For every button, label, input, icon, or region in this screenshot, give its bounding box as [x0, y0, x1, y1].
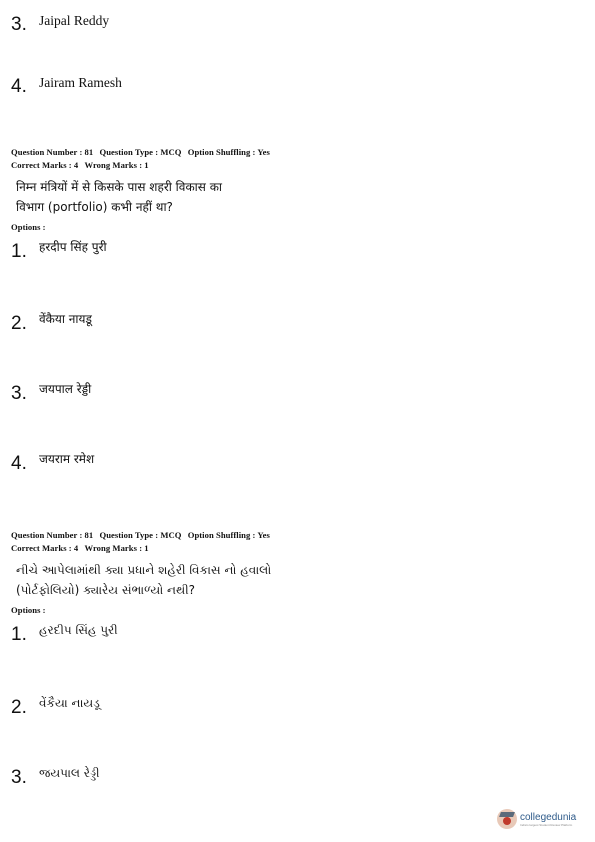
option-number: 4. — [11, 76, 27, 97]
logo-name: collegedunia — [520, 811, 577, 823]
hindi-option-3 — [11, 383, 91, 405]
gujarati-option-3 — [11, 767, 100, 789]
hindi-option-2 — [11, 313, 92, 335]
option-shuffling: Option Shuffling : Yes — [187, 530, 270, 540]
wrong-marks: Wrong Marks : 1 — [84, 543, 149, 553]
option-number: 3. — [11, 767, 27, 788]
question-text-line-1: નીચે આપેલામાંથી ક્યા પ્રધાને શહેરી વિકાસ નો હવાલો — [16, 563, 272, 577]
question-text-line-2: (પોર્ટફોલિયો) ક્યારેય સંભાળ્યો નથી? — [16, 583, 196, 597]
option-shuffling: Option Shuffling : Yes — [187, 147, 270, 157]
prev-option-3 — [11, 14, 109, 36]
question-meta-line-2 — [11, 542, 149, 555]
question-meta-line-2 — [11, 159, 149, 172]
hindi-option-4 — [11, 453, 94, 475]
question-type: Question Type : MCQ — [99, 530, 182, 540]
correct-marks: Correct Marks : 4 — [11, 160, 79, 170]
option-text: Jaipal Reddy — [39, 13, 110, 28]
question-text-line-2: विभाग (portfolio) कभी नहीं था? — [16, 200, 173, 214]
option-text: હરદીપ સિંહ પુરી — [39, 623, 118, 637]
option-text: જયપાલ રેડ્ડી — [39, 766, 100, 780]
option-text: जयपाल रेड्डी — [39, 382, 92, 396]
option-text: जयराम रमेश — [39, 452, 95, 466]
graduation-cap-icon — [497, 809, 517, 829]
option-number: 3. — [11, 383, 27, 404]
question-text-line-1: निम्न मंत्रियों में से किसके पास शहरी विकास का — [16, 180, 223, 194]
option-number: 3. — [11, 14, 27, 35]
option-text: वेंकैया नायडू — [39, 312, 92, 326]
logo-tagline: India's largest Student Review Platform — [520, 822, 573, 827]
options-label: Options : — [11, 222, 46, 232]
option-text: Jairam Ramesh — [39, 75, 122, 90]
gujarati-option-1 — [11, 624, 118, 646]
option-number: 1. — [11, 241, 27, 262]
question-meta-line-1 — [11, 529, 270, 542]
option-number: 2. — [11, 697, 27, 718]
gujarati-option-2 — [11, 697, 100, 719]
option-text: વેંકૈયા નાયડૂ — [39, 696, 100, 710]
option-number: 2. — [11, 313, 27, 334]
options-label: Options : — [11, 605, 46, 615]
question-number: Question Number : 81 — [11, 147, 94, 157]
question-type: Question Type : MCQ — [99, 147, 182, 157]
question-meta-line-1 — [11, 146, 270, 159]
logo-text-group — [520, 812, 576, 827]
option-number: 1. — [11, 624, 27, 645]
prev-option-4 — [11, 76, 122, 98]
question-number: Question Number : 81 — [11, 530, 94, 540]
option-number: 4. — [11, 453, 27, 474]
option-text: हरदीप सिंह पुरी — [39, 240, 107, 254]
wrong-marks: Wrong Marks : 1 — [84, 160, 149, 170]
correct-marks: Correct Marks : 4 — [11, 543, 79, 553]
hindi-option-1 — [11, 241, 107, 263]
collegedunia-logo — [497, 806, 585, 832]
